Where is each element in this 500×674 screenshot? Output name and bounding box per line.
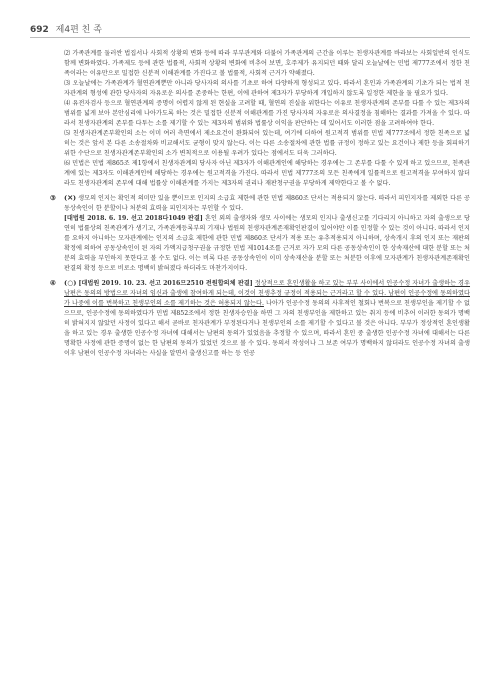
subitem-6: ⑹ 민법은 민법 제865조 제1항에서 친생자관계의 당사자 아닌 제3자가 이해관계인에 해당하는 경우에는 그 존부를 다툴 수 있게 하고 있으므로, 친족관계에 있는 제3자도 이해관계인에 해당하는 경우에는 원고적격을 가진다. 따라서 민법 제777조의 모든 친족에게 일률적으로 원고적격을 부여하지 않더라도 친생자관계의 존부에 대해 법률상 이해관계를 가지는 제3자의 권리나 재판청구권을 부당하게 제약한다고 볼 수 없다. xyxy=(64,160,470,187)
page-body xyxy=(50,49,471,359)
subitem-3: ⑶ 오늘날에는 가족관계가 혈연관계뿐만 아니라 당사자의 의사를 기초로 하여 다양하게 형성되고 있다. 따라서 혼인과 가족관계의 기초가 되는 법적 친자관계의 형성에 관한 당사자의 자유로운 의사를 존중하는 한편, 이에 관하여 제3자가 부당하게 개입하지 않도록 일정한 제한을 둘 필요가 있다. xyxy=(64,80,470,97)
page-header xyxy=(30,23,470,38)
answer-mark: (○) xyxy=(64,279,77,287)
subitem-2: ⑵ 가족관계를 둘러싼 법집서나 사회적 상황의 변화 등에 따라 부부관계와 더불어 가족관계의 근간을 이루는 친생자관계를 바라보는 사회일반의 인식도 함께 변화하였다. 가족제도 등에 관한 법률적, 사회적 상황의 변화에 비추어 보면, 호주제가 유지되던 때와 달리 오늘날에는 민법 제777조에서 정한 친족이라는 이유만으로 밀접한 신분적 이해관계를 가진다고 볼 법률적, 사회적 근거가 약해졌다. xyxy=(64,50,470,77)
item-number: ④ xyxy=(50,279,56,287)
case-citation: [대법원 2019. 10. 23. 선고 2016므2510 전원합의체 판결] xyxy=(78,280,253,287)
answer-item-3 xyxy=(50,193,470,274)
case-text-underlined: 정상적으로 혼인생활을 하고 있는 부부 사이에서 인공수정 자녀가 출생하는 경우 남편은 동의의 방법으로 자녀의 임신과 출생에 참여하게 되는데, 이것이 친생추정 규정이 적용되는 근거라고 할 수 있다. 남편이 인공수정에 동의하였다가 나중에 이를 번복하고 친생부인의 소를 제기하는 것은 허용되지 않는다. xyxy=(64,280,471,307)
answer-mark: (✕) xyxy=(64,194,77,202)
answer-item-4 xyxy=(50,278,470,359)
page-number: 692 xyxy=(30,25,49,35)
case-text: 혼인 외의 출생자와 생모 사이에는 생모의 인지나 출생신고를 기다리지 아니하고 자의 출생으로 당연히 법률상의 친족관계가 생기고, 가족관계등록부의 기재나 법원의 친생자관계존재확인판결이 있어야만 이를 인정할 수 있는 것이 아니다. 따라서 인지를 요하지 아니하는 모자관계에는 인지의 소급효 제한에 관한 민법 제860조 단서가 적용 또는 유추적용되지 아니하며, 상속개시 후의 인지 또는 재판의 확정에 의하여 공동상속인이 된 자의 가액지급청구권을 규정한 민법 제1014조를 근거로 자가 모의 다른 공동상속인이 한 상속재산에 대한 분할 또는 처분의 효력을 부인하지 못한다고 볼 수도 없다. 이는 비록 다른 공동상속인이 이미 상속재산을 분할 또는 처분한 이후에 모자관계가 친생자관계존재확인판결의 확정 등으로 비로소 명백히 밝혀졌다 하더라도 마찬가지이다. xyxy=(64,215,471,272)
subitem-4: ⑷ 유전자검사 등으로 혈연관계의 증명이 어렵지 않게 된 현실을 고려할 때, 혈연의 진실을 위한다는 이유로 친생자관계의 존부를 다툴 수 있는 제3자의 범위를 넓게 보아 본안심리에 나아가도록 하는 것은 밀접한 신분적 이해관계를 가진 당사자의 자유로운 의사결정을 침해하는 결과를 가져올 수 있다. 따라서 친생자관계의 존부를 다투는 소를 제기할 수 있는 제3자의 범위와 법률상 이익을 판단하는 데 있어서도 이러한 점을 고려하여야 한다. xyxy=(64,100,470,127)
item-number: ③ xyxy=(50,194,56,202)
section-title: 제4편 친 족 xyxy=(55,25,102,35)
subitem-5: ⑸ 친생자관계존부확인의 소는 이미 여러 측면에서 제소요건이 완화되어 있는데, 여기에 더하여 원고적격 범위를 민법 제777조에서 정한 친족으로 넓히는 것은 앞서 본 다른 소송절차와 비교해서도 균형이 맞지 않는다. 이는 다른 소송절차에 관한 법률 규정이 정하고 있는 요건이나 제한 등을 회피하기 위한 수단으로 친생자관계존부확인의 소가 변칙적으로 이용될 우려가 있다는 점에서도 더욱 그러하다. xyxy=(64,130,470,157)
case-citation: [대법원 2018. 6. 19. 선고 2018다1049 판결] xyxy=(64,215,203,222)
case-text: 나아가 인공수정 동의의 사후적인 철회나 번복으로 친생부인을 제기할 수 없으므로, 인공수정에 동의하였다가 민법 제852조에서 정한 친생자승인을 하면 그 자의 친생부인을 제한하고 있는 취지 등에 비추어 이러한 동의가 명백히 밝혀지지 않았던 사정이 있다고 해서 곧바로 친자관계가 부정된다거나 친생부인의 소를 제기할 수 있다고 볼 것은 아니다. 부부가 정상적인 혼인생활을 하고 있는 경우 출생한 인공수정 자녀에 대해서는 남편의 동의가 있었음을 추정할 수 있으며, 따라서 혼인 중 출생한 인공수정 자녀에 대해서는 다른 명확한 사정에 관한 증명이 없는 한 남편의 동의가 있었던 것으로 볼 수 있다. 동의서 작성이나 그 보존 여부가 명백하지 않더라도 인공수정 자녀의 출생 이후 남편이 인공수정 자녀라는 사실을 알면서 출생신고를 하는 등 인공 xyxy=(64,300,470,357)
answer-text: 생모의 인지는 확인적 의미만 있을 뿐이므로 인지의 소급효 제한에 관한 민법 제860조 단서는 적용되지 않는다. 따라서 피인지자를 제외한 다른 공동상속인이 한 분할이나 처분의 효력을 피인지자는 부인할 수 있다. xyxy=(64,195,471,212)
